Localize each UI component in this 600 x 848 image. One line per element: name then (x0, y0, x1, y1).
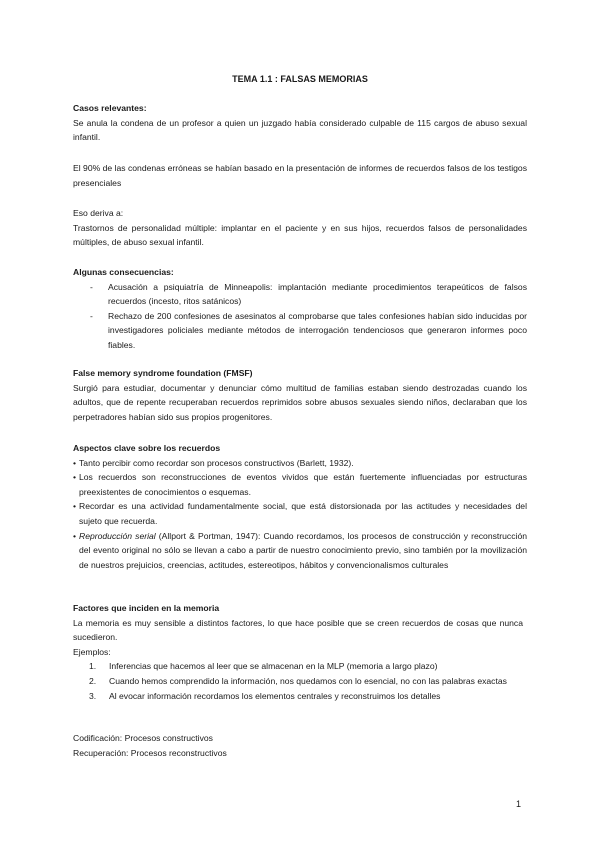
list-item-text: Los recuerdos son reconstrucciones de eventos vividos que están fuertemente influenciadas por estructuras preexistentes de conocimientos o esquemas. (79, 472, 527, 497)
factores-paragraph: La memoria es muy sensible a distintos factores, lo que hace posible que se creen recuerdos de cosas que nunca sucedieron. (73, 617, 523, 643)
dash-bullet: - (90, 281, 93, 292)
consecuencias-heading: Algunas consecuencias: (73, 267, 174, 277)
bullet-dot: • (73, 501, 77, 512)
section-aspectos (73, 441, 527, 572)
list-item (73, 674, 527, 689)
list-item (73, 529, 527, 573)
casos-paragraph-1: Se anula la condena de un profesor a quien un juzgado había considerado culpable de 115 cargos de abuso sexual infantil. (73, 117, 527, 143)
emphasis-term: Reproducción serial (79, 530, 156, 541)
recuperacion-line: Recuperación: Procesos reconstructivos (73, 747, 227, 758)
fmsf-heading: False memory syndrome foundation (FMSF) (73, 368, 253, 378)
bullet-dot: • (73, 457, 77, 468)
list-item-text: Rechazo de 200 confesiones de asesinatos al comprobarse que tales confesiones habían sido inducidas por investigadores policiales mediante métodos de interrogación tendenciosos que generaron informes poco fiables. (108, 310, 527, 350)
list-item-text: Al evocar información recordamos los elementos centrales y reconstruimos los detalles (109, 690, 441, 701)
list-item-text: (Allport & Portman, 1947): Cuando recordamos, los procesos de construcción y reconstrucción del evento original no sólo se llevan a cabo a partir de nuestro conocimiento previo, sino también por la movilización de nuestros prejuicios, creencias, actitudes, estereotipos, hábitos y convencionalismos culturales (79, 530, 527, 570)
ejemplos-label: Ejemplos: (73, 646, 111, 657)
casos-heading: Casos relevantes: (73, 103, 147, 113)
casos-paragraph-3: Eso deriva a: (73, 208, 124, 218)
bullet-dot: • (73, 472, 77, 483)
list-number: 3. (89, 690, 97, 701)
page-number: 1 (516, 799, 522, 809)
page-title: TEMA 1.1 : FALSAS MEMORIAS (232, 74, 368, 84)
list-item (73, 456, 527, 471)
casos-paragraph-4: Trastornos de personalidad múltiple: implantar en el paciente y en sus hijos, recuerdos falsos de personalidades múltiples, de abuso sexual infantil. (73, 222, 527, 248)
list-item-text: Cuando hemos comprendido la información, nos quedamos con lo esencial, no con las palabras exactas (109, 675, 507, 686)
section-deriva (73, 206, 527, 250)
list-item (73, 280, 527, 309)
codificacion-line: Codificación: Procesos constructivos (73, 733, 213, 743)
section-fmsf (73, 366, 527, 424)
dash-bullet: - (90, 310, 93, 321)
list-item (73, 689, 527, 704)
list-item (73, 470, 527, 499)
aspectos-heading: Aspectos clave sobre los recuerdos (73, 443, 221, 453)
section-procesos (73, 731, 527, 760)
bullet-dot: • (73, 530, 77, 541)
list-item (73, 499, 527, 528)
fmsf-paragraph: Surgió para estudiar, documentar y denunciar cómo multitud de familias estaban siendo destrozadas cuando los adultos, que de repente recuperaban recuerdos reprimidos sobre abusos sexuales siendo niños, declaraban que los perpetradores habían sido sus propios progenitores. (73, 382, 527, 422)
factores-heading: Factores que inciden en la memoria (73, 603, 220, 613)
casos-paragraph-2: El 90% de las condenas erróneas se habían basado en la presentación de informes de recuerdos falsos de los testigos presenciales (73, 163, 527, 188)
list-item-text: Tanto percibir como recordar son procesos constructivos (Barlett, 1932). (79, 457, 354, 468)
list-number: 2. (89, 675, 97, 686)
list-number: 1. (89, 661, 97, 672)
section-casos (73, 101, 527, 145)
section-consecuencias (73, 265, 527, 353)
list-item (73, 659, 527, 674)
section-factores (73, 601, 527, 703)
list-item-text: Recordar es una actividad fundamentalmente social, que está distorsionada por las actitudes y necesidades del sujeto que recuerda. (79, 501, 527, 526)
list-item (73, 309, 527, 353)
list-item-text: Acusación a psiquiatría de Minneapolis: implantación mediante procedimientos terapeúticos de falsos recuerdos (incesto, ritos satánicos) (108, 281, 527, 307)
list-item-text: Inferencias que hacemos al leer que se almacenan en la MLP (memoria a largo plazo) (109, 661, 438, 672)
